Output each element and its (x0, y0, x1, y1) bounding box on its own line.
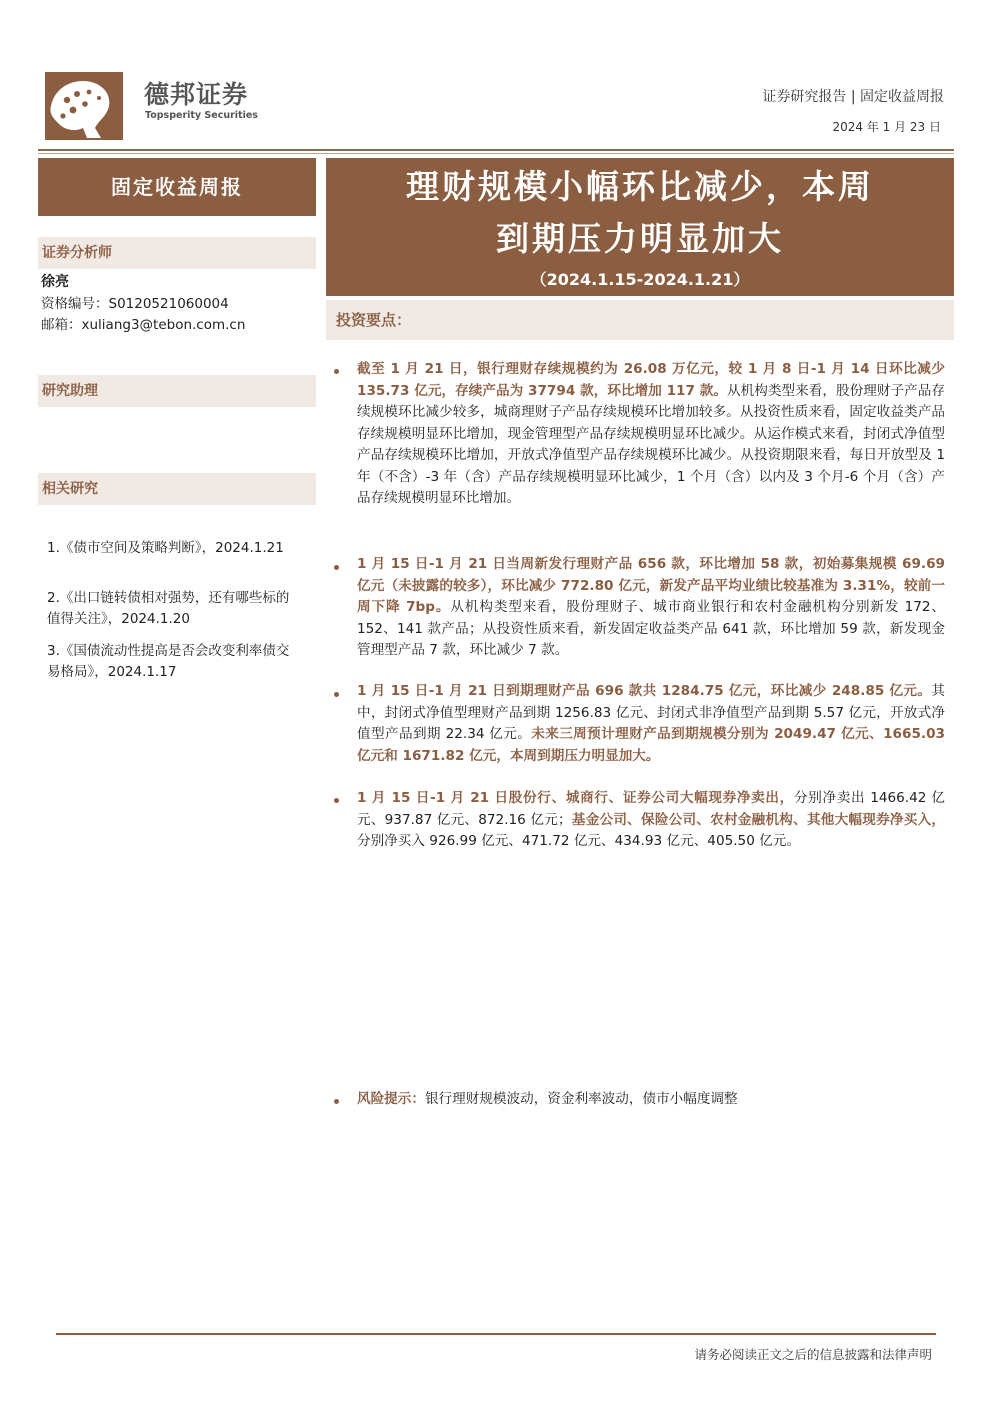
report-category: 固定收益周报 (38, 158, 316, 216)
key-point-3 (357, 681, 945, 767)
bullet-dot-icon (334, 692, 339, 697)
report-title-line2: 到期压力明显加大 (496, 219, 784, 258)
report-title-line1: 理财规模小幅环比减少，本周 (406, 167, 874, 206)
header-divider-thin (38, 153, 954, 154)
report-type: 证券研究报告 | 固定收益周报 (762, 89, 944, 105)
key-point-text: 从机构类型来看，股份理财子、城市商业银行和农村金融机构分别新发 172、152、141 款产品；从投资性质来看，新发固定收益类产品 641 款，环比增加 59 款，新发现金管理型产品 7 款，环比减少 7 款。 (357, 599, 946, 658)
analyst-cert: 资格编号：S0120521060004 (41, 296, 229, 312)
key-points-heading: 投资要点： (326, 300, 954, 340)
related-research-item[interactable]: 3.《国债流动性提高是否会改变利率债交易格局》，2024.1.17 (47, 643, 290, 680)
title-banner (326, 158, 954, 296)
related-research-heading: 相关研究 (38, 473, 316, 505)
related-research-item[interactable]: 1.《债市空间及策略判断》，2024.1.21 (47, 540, 284, 556)
bullet-dot-icon (334, 1099, 339, 1104)
analyst-email: 邮箱：xuliang3@tebon.com.cn (41, 317, 246, 333)
disclaimer-notice[interactable]: 请务必阅读正文之后的信息披露和法律声明 (694, 1347, 932, 1362)
analyst-heading: 证券分析师 (38, 237, 316, 269)
key-point-text: 分别净买入 926.99 亿元、471.72 亿元、434.93 亿元、405.50 亿元。 (357, 833, 800, 849)
report-date: 2024 年 1 月 23 日 (832, 120, 941, 134)
bullet-dot-icon (334, 565, 339, 570)
risk-text: 银行理财规模波动，资金利率波动，债市小幅度调整 (424, 1091, 738, 1107)
bullet-dot-icon (334, 369, 339, 374)
company-logo-icon (45, 72, 123, 140)
key-point-highlight: 截至 1 月 21 日，银行理财存续规模约为 26.08 万亿元，较 1 月 8 日-1 月 14 日环比减少 135.73 亿元，存续产品为 37794 款，环比增加 117 款。 (357, 361, 945, 399)
report-period: （2024.1.15-2024.1.21） (530, 270, 750, 289)
key-point-highlight: 1 月 15 日-1 月 21 日到期理财产品 696 款共 1284.75 亿元，环比减少 248.85 亿元。 (357, 683, 932, 699)
key-point-highlight: 1 月 15 日-1 月 21 日当周新发行理财产品 656 款，环比增加 58 款，初始募集规模 69.69 亿元（未披露的较多），环比减少 772.80 亿元，新发产品平均业绩比较基准为 3.31%，较前一周下降 7bp。 (357, 556, 945, 615)
key-point-text: 分别净卖出 1466.42 亿元、937.87 亿元、872.16 亿元； (357, 790, 945, 828)
header-divider (38, 149, 954, 151)
risk-label: 风险提示： (357, 1091, 425, 1107)
key-point-text: 其中，封闭式净值型理财产品到期 1256.83 亿元、封闭式非净值型产品到期 5.57 亿元，开放式净值型产品到期 22.34 亿元。 (357, 683, 945, 742)
key-point-highlight: 未来三周预计理财产品到期规模分别为 2049.47 亿元、1665.03 亿元和 1671.82 亿元，本周到期压力明显加大。 (357, 726, 946, 764)
risk-warning (357, 1089, 945, 1111)
logo-chinese-name: 德邦证券 (144, 80, 249, 109)
key-point-highlight: 基金公司、保险公司、农村金融机构、其他大幅现券净买入， (571, 811, 945, 828)
related-research-item[interactable]: 2.《出口链转债相对强势，还有哪些标的值得关注》，2024.1.20 (47, 590, 290, 627)
logo-english-name: Topsperity Securities (145, 110, 258, 121)
key-point-4 (357, 788, 945, 853)
assistant-heading: 研究助理 (38, 375, 316, 407)
key-point-2 (357, 554, 945, 662)
bullet-dot-icon (334, 798, 339, 803)
footer-divider (56, 1333, 936, 1335)
key-point-highlight: 1 月 15 日-1 月 21 日股份行、城商行、证券公司大幅现券净卖出， (357, 790, 794, 806)
key-point-1 (357, 359, 945, 510)
key-point-text: 从机构类型来看，股份理财子产品存续规模环比减少较多，城商理财子产品存续规模环比增加较多。从投资性质来看，固定收益类产品存续规模明显环比增加，现金管理型产品存续规模明显环比减少。从运作模式来看，封闭式净值型产品存续规模环比增加，开放式净值型产品存续规模环比减少。从投资期限来看，每日开放型及 1 年（不含）-3 年（含）产品存续规模明显环比减少，1 个月（含）以内及 3 个月-6 个月（含）产品存续规模明显环比增加。 (357, 382, 946, 506)
analyst-name: 徐亮 (41, 274, 69, 290)
